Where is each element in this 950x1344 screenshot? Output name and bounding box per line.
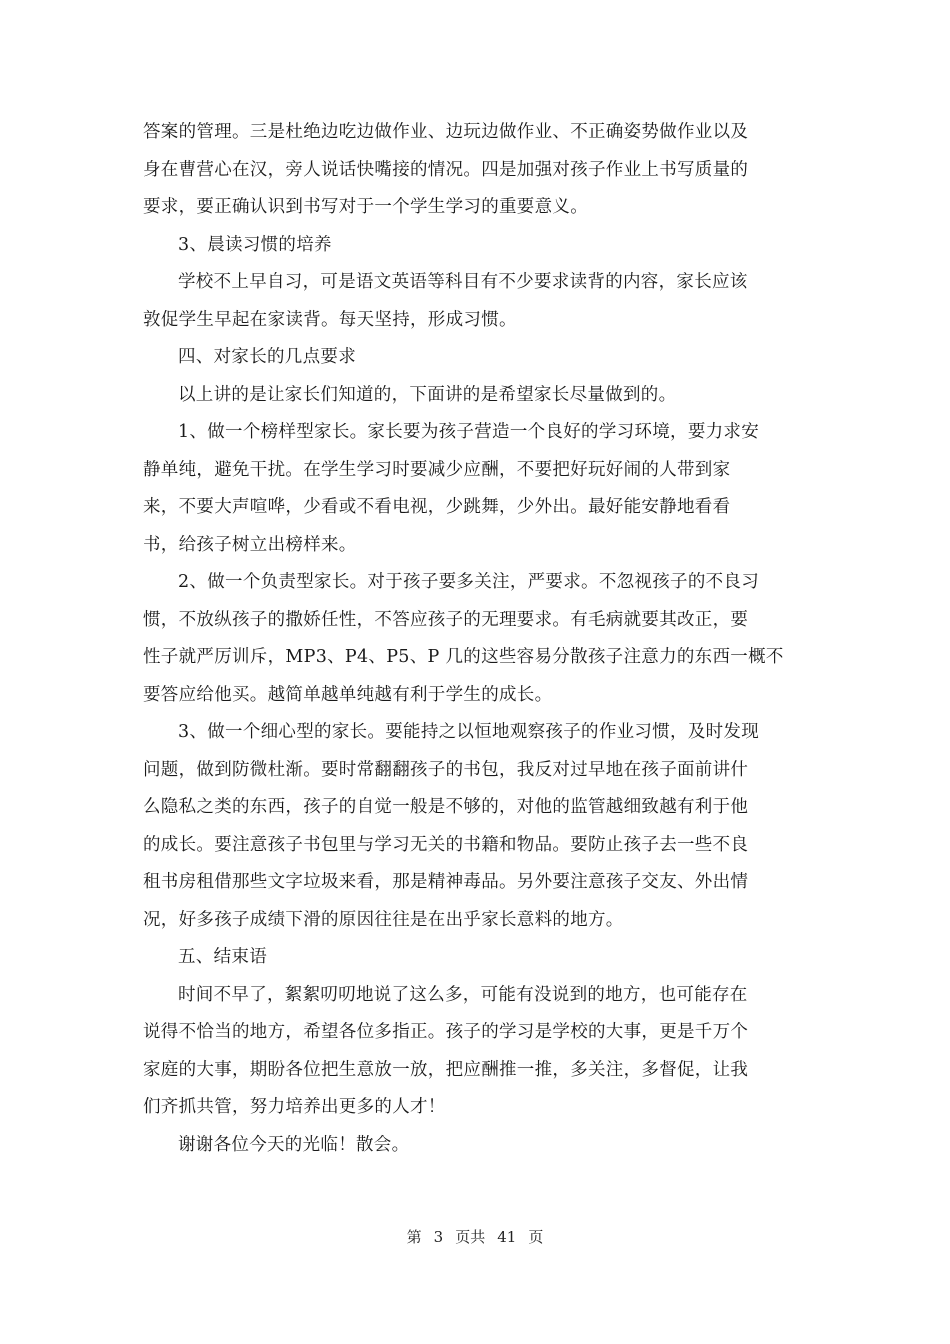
paragraph-line: 静单纯，避免干扰。在学生学习时要减少应酬，不要把好玩好闹的人带到家	[143, 459, 731, 480]
paragraph-line: 四、对家长的几点要求	[178, 347, 356, 367]
paragraph-line: 时间不早了，絮絮叨叨地说了这么多，可能有没说到的地方，也可能存在	[178, 984, 748, 1005]
document-body	[143, 114, 808, 1164]
paragraph-line: 五、结束语	[178, 947, 267, 967]
paragraph-line: 要求，要正确认识到书写对于一个学生学习的重要意义。	[143, 197, 588, 217]
page-label-mid: 页共	[455, 1228, 486, 1246]
paragraph-line: 况，好多孩子成绩下滑的原因往往是在出乎家长意料的地方。	[143, 909, 624, 930]
paragraph-line: 问题，做到防微杜渐。要时常翻翻孩子的书包，我反对过早地在孩子面前讲什	[143, 759, 749, 780]
paragraph-line: 谢谢各位今天的光临！散会。	[178, 1134, 410, 1155]
paragraph-line: 们齐抓共管，努力培养出更多的人才！	[143, 1097, 446, 1117]
paragraph-line: 书，给孩子树立出榜样来。	[143, 534, 357, 555]
current-page-number: 3	[433, 1228, 444, 1246]
paragraph-line: 么隐私之类的东西，孩子的自觉一般是不够的，对他的监管越细致越有利于他	[143, 797, 749, 817]
page-footer	[0, 1226, 950, 1247]
paragraph-line: 3、晨读习惯的培养	[178, 234, 332, 255]
paragraph-line: 的成长。要注意孩子书包里与学习无关的书籍和物品。要防止孩子去一些不良	[143, 834, 749, 855]
paragraph-line: 家庭的大事，期盼各位把生意放一放，把应酬推一推，多关注，多督促，让我	[143, 1059, 749, 1080]
paragraph-line: 租书房租借那些文字垃圾来看，那是精神毒品。另外要注意孩子交友、外出情	[143, 872, 749, 892]
paragraph-line: 性子就严厉训斥，MP3、P4、P5、P 几的这些容易分散孩子注意力的东西一概不	[143, 647, 784, 667]
page-label-prefix: 第	[406, 1228, 422, 1246]
paragraph-line: 学校不上早自习，可是语文英语等科目有不少要求读背的内容，家长应该	[178, 272, 748, 292]
paragraph-line: 敦促学生早起在家读背。每天坚持，形成习惯。	[143, 309, 517, 330]
paragraph-line: 1、做一个榜样型家长。家长要为孩子营造一个良好的学习环境，要力求安	[178, 422, 760, 442]
page-label-suffix: 页	[528, 1228, 544, 1246]
paragraph-line: 说得不恰当的地方，希望各位多指正。孩子的学习是学校的大事，更是千万个	[143, 1022, 749, 1042]
paragraph-line: 来，不要大声喧哗，少看或不看电视，少跳舞，少外出。最好能安静地看看	[143, 497, 731, 517]
paragraph-line: 身在曹营心在汉，旁人说话快嘴接的情况。四是加强对孩子作业上书写质量的	[143, 159, 749, 180]
paragraph-line: 2、做一个负责型家长。对于孩子要多关注，严要求。不忽视孩子的不良习	[178, 572, 760, 592]
paragraph-line: 惯，不放纵孩子的撒娇任性，不答应孩子的无理要求。有毛病就要其改正，要	[143, 609, 749, 630]
paragraph-line: 3、做一个细心型的家长。要能持之以恒地观察孩子的作业习惯，及时发现	[178, 722, 760, 742]
paragraph-line: 以上讲的是让家长们知道的，下面讲的是希望家长尽量做到的。	[178, 384, 677, 405]
paragraph-line: 答案的管理。三是杜绝边吃边做作业、边玩边做作业、不正确姿势做作业以及	[143, 122, 749, 142]
paragraph-line: 要答应给他买。越简单越单纯越有利于学生的成长。	[143, 684, 553, 705]
total-pages-number: 41	[497, 1228, 517, 1246]
